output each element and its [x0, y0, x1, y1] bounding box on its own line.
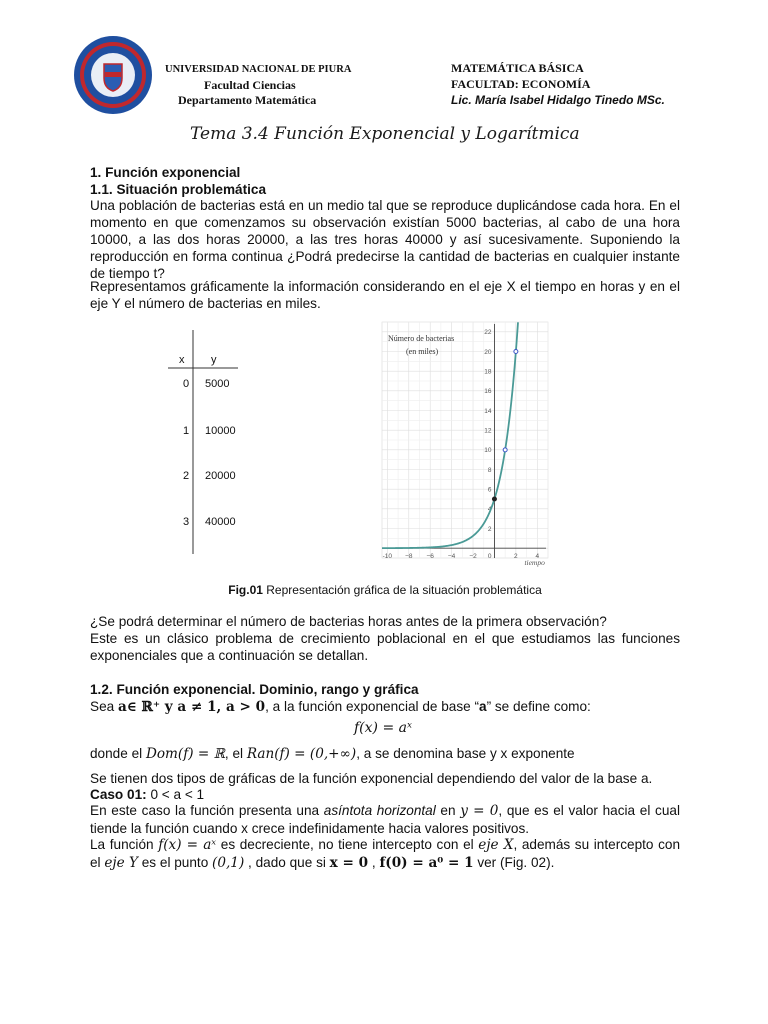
chart-y-tick-label: 22	[484, 329, 492, 337]
decreasing-part-i: , dado que si	[244, 855, 330, 870]
university-seal-logo	[72, 34, 154, 116]
chart-subtitle: (en miles)	[406, 347, 439, 356]
chart-y-tick-label: 8	[487, 466, 492, 474]
bacteria-growth-chart	[380, 320, 552, 570]
question-paragraph: ¿Se podrá determinar el número de bacterias horas antes de la primera observación?	[90, 614, 607, 629]
table-header-x: x	[179, 354, 185, 366]
decreasing-part-e: , además su intercepto con el	[90, 837, 681, 870]
data-table	[168, 330, 248, 555]
chart-y-tick-label: 4	[487, 506, 492, 514]
classic-problem-paragraph: Este es un clásico problema de crecimiento poblacional en el que estudiamos las funciones exponenciales que a continuación se detallan.	[90, 631, 680, 663]
decreasing-part-g: es el punto	[137, 855, 213, 870]
intercept-point: (0,1)	[212, 855, 245, 871]
case-01-label: Caso 01:	[90, 787, 147, 802]
range-formula: Ran(f) = (0,+∞)	[246, 746, 357, 762]
teacher-name: Lic. María Isabel Hidalgo Tinedo MSc.	[451, 93, 665, 107]
chart-x-tick-label: −6	[426, 553, 434, 561]
table-cell-x-2: 2	[183, 470, 190, 482]
decreasing-part-c: es decreciente, no tiene intercepto con el	[216, 837, 479, 852]
faculty-right: FACULTAD: ECONOMÍA	[451, 77, 591, 91]
department-name: Departamento Matemática	[178, 93, 317, 107]
x-zero: x = 0	[329, 855, 369, 871]
chart-y-tick-label: 6	[487, 486, 492, 494]
domain-part-a: donde el	[90, 746, 146, 761]
figure-caption	[90, 583, 680, 597]
decreasing-function: f(x) = aˣ	[158, 837, 217, 853]
asymptote-term: asíntota horizontal	[323, 803, 436, 818]
chart-y-tick-label: 10	[484, 447, 492, 455]
chart-y-tick-label: 12	[484, 427, 492, 435]
table-header-y: y	[211, 354, 217, 366]
chart-data-point-1	[503, 448, 507, 452]
section-heading-1-2: 1.2. Función exponencial. Dominio, rango y gráfica	[90, 682, 419, 697]
definition-base-condition: a∈ ℝ⁺ y a ≠ 1, a > 0	[117, 699, 266, 715]
asymptote-paragraph	[90, 802, 680, 837]
decreasing-part-k: ,	[368, 855, 380, 870]
table-cell-y-2: 20000	[205, 470, 236, 482]
chart-y-tick-label: 16	[484, 388, 492, 396]
asymptote-part-e: , que es el valor hacia el cual tiende la función cuando x crece indefinidamente hacia valores positivos.	[90, 803, 680, 836]
table-cell-y-3: 40000	[205, 516, 236, 528]
university-name: UNIVERSIDAD NACIONAL DE PIURA	[165, 64, 352, 75]
figure-caption-text: Representación gráfica de la situación problemática	[262, 583, 542, 597]
page-title: Tema 3.4 Función Exponencial y Logarítmica	[190, 124, 580, 144]
exponential-formula: f(x) = aˣ	[354, 720, 412, 736]
problem-paragraph: Una población de bacterias está en un medio tal que se reproduce duplicándose cada hora. En el momento en que comenzamos su observación existían 5000 bacterias, al cabo de una hora 10000, a las dos horas 20000, a las tres horas 40000 y así sucesivamente. Suponiendo la reproducción en forma continua ¿Podrá predecirse la cantidad de bacterias en cualquier instante de tiempo t?	[90, 198, 680, 281]
chart-y-tick-label: 18	[484, 368, 492, 376]
chart-data-point-0	[492, 497, 496, 501]
domain-range-line	[90, 745, 680, 763]
chart-x-tick-label: 4	[535, 553, 540, 561]
chart-data-point-2	[514, 350, 518, 354]
graph-types-paragraph: Se tienen dos tipos de gráficas de la función exponencial dependiendo del valor de la base a.	[90, 771, 653, 786]
chart-x-tick-label: 2	[514, 553, 518, 561]
chart-x-tick-label: −4	[447, 553, 456, 561]
chart-y-tick-label: 20	[484, 348, 492, 356]
decreasing-paragraph	[90, 836, 680, 872]
case-01-condition: 0 < a < 1	[146, 787, 205, 802]
f-zero-equation: f(0) = a⁰ = 1	[379, 855, 474, 871]
representation-paragraph: Representamos gráficamente la información considerando en el eje X el tiempo en horas y en el eje Y el número de bacterias en miles.	[90, 279, 680, 311]
table-cell-x-1: 1	[183, 425, 190, 437]
faculty-name: Facultad Ciencias	[204, 78, 296, 92]
table-cell-x-3: 3	[183, 516, 190, 528]
decreasing-part-a: La función	[90, 837, 159, 852]
x-axis-term: eje X	[478, 837, 514, 853]
definition-part-e: ” se define como:	[486, 699, 591, 714]
domain-part-c: , el	[224, 746, 247, 761]
table-cell-y-0: 5000	[205, 378, 230, 390]
chart-x-tick-label: -10	[382, 553, 393, 561]
definition-base-a: a	[479, 699, 487, 714]
definition-line	[90, 698, 680, 716]
chart-y-tick-label: 2	[487, 525, 492, 533]
asymptote-equation: y = 0	[460, 803, 499, 819]
case-01-line	[90, 786, 680, 803]
section-heading-1-1: 1.1. Situación problemática	[90, 182, 267, 197]
domain-formula: Dom(f) = ℝ	[145, 746, 225, 762]
table-cell-x-0: 0	[183, 378, 190, 390]
chart-x-axis-label: tiempo	[524, 558, 545, 568]
definition-part-a: Sea	[90, 699, 118, 714]
seal-shield-band	[105, 72, 121, 77]
chart-x-tick-label: −8	[405, 553, 413, 561]
chart-title: Número de bacterias	[388, 334, 455, 343]
chart-origin-label: 0	[487, 553, 492, 561]
domain-part-e: , a se denomina base y x exponente	[356, 746, 575, 761]
course-name: MATEMÁTICA BÁSICA	[451, 61, 584, 75]
section-heading-1: 1. Función exponencial	[90, 165, 241, 180]
decreasing-part-m: ver (Fig. 02).	[473, 855, 555, 870]
asymptote-part-c: en	[435, 803, 461, 818]
chart-y-tick-label: 14	[484, 407, 492, 415]
chart-x-tick-label: −2	[469, 553, 477, 561]
y-axis-term: eje Y	[104, 855, 138, 871]
figure-caption-label: Fig.01	[228, 583, 263, 597]
definition-part-c: , a la función exponencial de base “	[265, 699, 479, 714]
asymptote-part-a: En este caso la función presenta una	[90, 803, 324, 818]
seal-shield	[104, 64, 122, 91]
table-cell-y-1: 10000	[205, 425, 236, 437]
